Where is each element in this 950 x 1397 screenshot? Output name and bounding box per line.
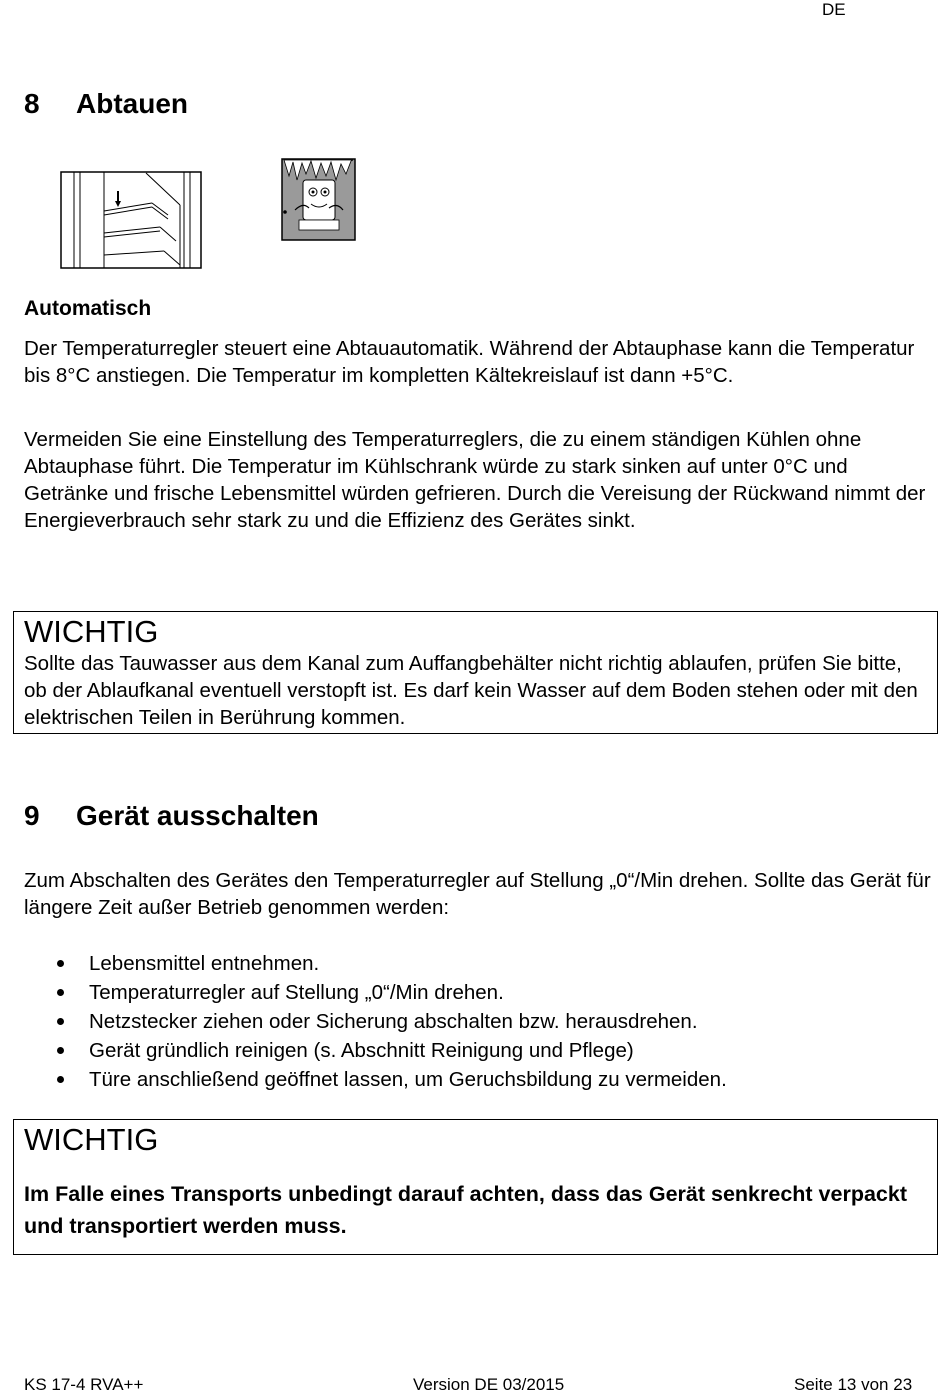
shutdown-steps-list [24,949,727,1094]
footer-model: KS 17-4 RVA++ [24,1375,144,1394]
warning-box-transport [13,1119,938,1255]
frozen-character-illustration [281,158,356,241]
paragraph-einstellung: Vermeiden Sie eine Einstellung des Temperaturreglers, die zu einem ständigen Kühlen ohne Abtauphase führt. Die Temperatur im Kühlschrank würde zu stark sinken auf unter 0°C und Getränke und frische Lebensmittel würden gefrieren. Durch die Vereisung der Rückwand nimmt der Energieverbrauch sehr stark zu und die Effizienz des Gerätes sinkt. [24,428,926,532]
bullet-icon [57,1018,64,1025]
warning-title: WICHTIG [24,1122,159,1157]
warning-title: WICHTIG [24,614,159,649]
list-item: Gerät gründlich reinigen (s. Abschnitt Reinigung und Pflege) [24,1036,727,1065]
bullet-icon [57,989,64,996]
section-title: Gerät ausschalten [76,800,319,831]
section-number: 8 [24,88,40,119]
list-item: Netzstecker ziehen oder Sicherung abschalten bzw. herausdrehen. [24,1007,727,1036]
bullet-icon [57,960,64,967]
list-item: Lebensmittel entnehmen. [24,949,727,978]
paragraph-abschalten: Zum Abschalten des Gerätes den Temperaturregler auf Stellung „0“/Min drehen. Sollte das Gerät für längere Zeit außer Betrieb genommen werden: [24,869,931,919]
warning-box-tauwasser [13,611,938,734]
list-item: Türe anschließend geöffnet lassen, um Geruchsbildung zu vermeiden. [24,1065,727,1094]
language-code: DE [822,0,846,19]
warning-text: Im Falle eines Transports unbedingt darauf achten, dass das Gerät senkrecht verpackt und transportiert werden muss. [24,1182,907,1238]
section-title: Abtauen [76,88,188,119]
list-item: Temperaturregler auf Stellung „0“/Min drehen. [24,978,727,1007]
bullet-icon [57,1076,64,1083]
bullet-icon [57,1047,64,1054]
section-number: 9 [24,800,40,831]
paragraph-abtauautomatik: Der Temperaturregler steuert eine Abtauautomatik. Während der Abtauphase kann die Temperatur bis 8°C anstiegen. Die Temperatur im kompletten Kältekreislauf ist dann +5°C. [24,337,915,387]
section-heading-abtauen [24,88,188,120]
section-heading-ausschalten [24,800,319,832]
footer-version: Version DE 03/2015 [413,1375,565,1394]
fridge-interior-illustration [60,171,202,269]
warning-text: Sollte das Tauwasser aus dem Kanal zum Auffangbehälter nicht richtig ablaufen, prüfen Sie bitte, ob der Ablaufkanal eventuell verstopft ist. Es darf kein Wasser auf dem Boden stehen oder mit den elektrischen Teilen in Berührung kommen. [24,652,918,729]
footer-page-number: Seite 13 von 23 [794,1375,913,1394]
subheading-automatisch: Automatisch [24,297,152,320]
